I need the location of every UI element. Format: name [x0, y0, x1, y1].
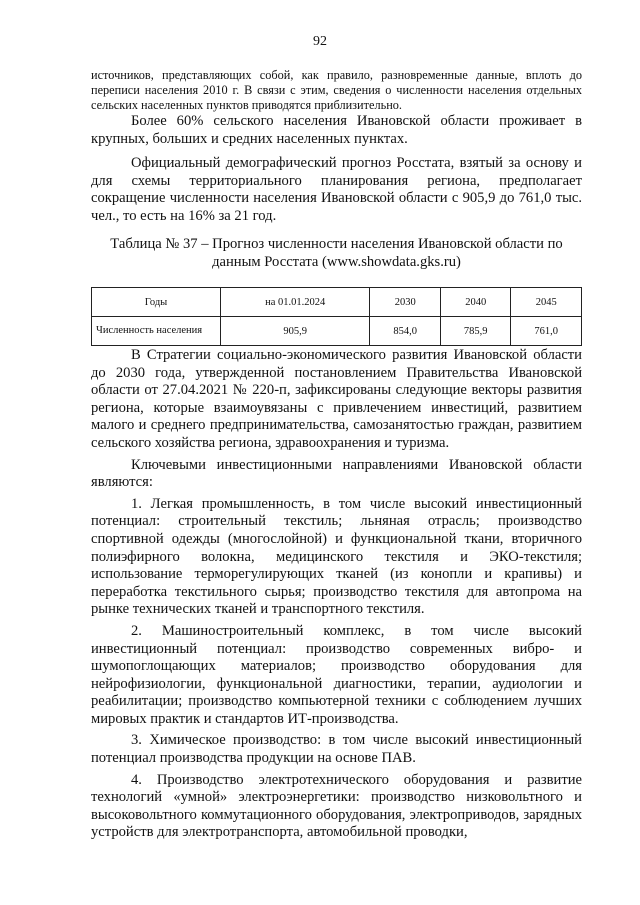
paragraph: источников, представляющих собой, как правило, разновременные данные, вплоть до переписи населения 2010 г. В связи с этим, сведения о численности населения отдельных сельских населенных пунктов приводятся приблизительно. — [91, 68, 582, 112]
list-item: 2. Машиностроительный комплекс, в том числе высокий инвестиционный потенциал: производство современных вибро- и шумопоглощающих материалов; производство оборудования для нейрофизиологии, функциональной диагностики, терапии, аудиологии и реабилитации; производство компьютерной техники с соблюдением лучших мировых практик и стандартов ИТ-производства. — [91, 622, 582, 727]
table-header-row — [92, 288, 582, 317]
table-row — [92, 317, 582, 346]
table-cell: 785,9 — [440, 317, 511, 346]
page-number: 92 — [313, 34, 327, 49]
table-cell: 761,0 — [511, 317, 582, 346]
table-cell: 905,9 — [221, 317, 370, 346]
table-header-cell: 2040 — [440, 288, 511, 317]
table-header-cell: на 01.01.2024 — [221, 288, 370, 317]
text-block-bottom — [91, 347, 582, 842]
paragraph: В Стратегии социально-экономического развития Ивановской области до 2030 года, утвержденной постановлением Правительства Ивановской области от 27.04.2021 № 220-п, зафиксированы следующие векторы развития региона, которые взаимоувязаны с привлечением инвестиций, развитием малого и среднего предпринимательства, самозанятостью граждан, развитием сельского хозяйства региона, здравоохранения и туризма. — [91, 347, 582, 451]
paragraph: Официальный демографический прогноз Росстата, взятый за основу и для схемы территориального планирования региона, предполагает сокращение численности населения Ивановской области с 905,9 до 761,0 тыс. чел., то есть на 16% за 21 год. — [91, 155, 582, 224]
table-cell: 854,0 — [370, 317, 441, 346]
table-header-cell: 2045 — [511, 288, 582, 317]
list-item: 4. Производство электротехнического оборудования и развитие технологий «умной» электроэнергетики: производство низковольтного и высоковольтного коммутационного оборудования, электроприводов, зарядных устройств для электротранспорта, автомобильной проводки, — [91, 771, 582, 841]
table-row-label: Численность населения — [92, 317, 221, 346]
text-block-top — [91, 68, 582, 226]
table-header-cell: 2030 — [370, 288, 441, 317]
list-item: 3. Химическое производство: в том числе высокий инвестиционный потенциал производства продукции на основе ПАВ. — [91, 732, 582, 767]
paragraph: Ключевыми инвестиционными направлениями Ивановской области являются: — [91, 456, 582, 491]
list-item: 1. Легкая промышленность, в том числе высокий инвестиционный потенциал: строительный текстиль; льняная отрасль; производство спортивной одежды (многослойной) и функциональной ткани, вторичного полиэфирного волокна, медицинского текстиля и ЭКО-текстиля; использование терморегулирующих тканей (из конопли и крапивы) и переработка текстильного сырья; производство текстиля для автопрома на рынке технических тканей и транспортного текстиля. — [91, 495, 582, 618]
table-header-cell: Годы — [92, 288, 221, 317]
paragraph: Более 60% сельского населения Ивановской области проживает в крупных, больших и средних населенных пунктах. — [91, 113, 582, 147]
population-forecast-table — [91, 287, 582, 346]
table-caption: Таблица № 37 – Прогноз численности населения Ивановской области по данным Росстата (www.showdata.gks.ru) — [110, 236, 563, 270]
